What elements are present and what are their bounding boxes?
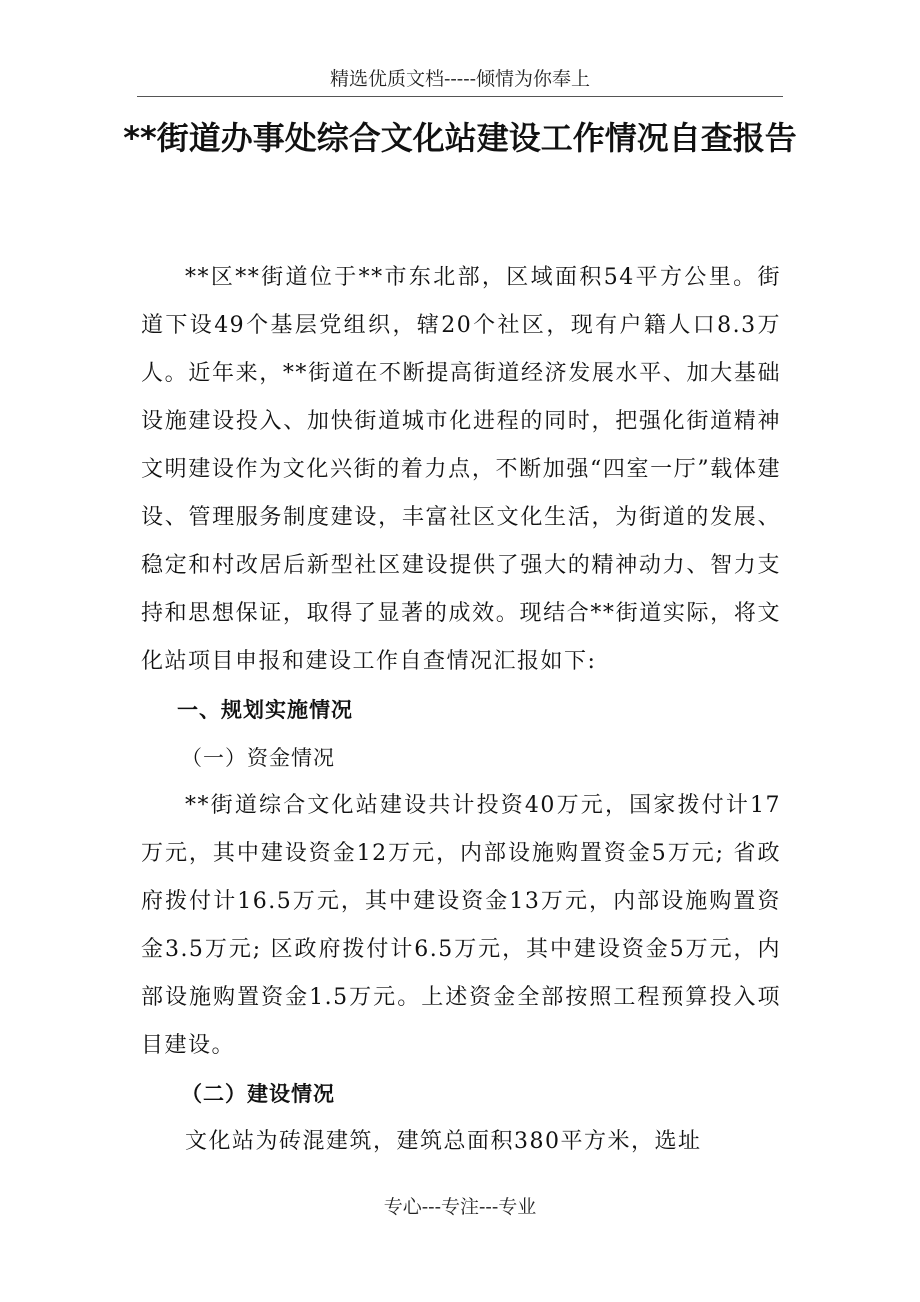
header-divider: [137, 96, 783, 97]
funds-paragraph: **街道综合文化站建设共计投资40万元，国家拨付计17万元，其中建设资金12万元，内部设施购置资金5万元; 省政府拨付计16.5万元，其中建设资金13万元，内部设施购置资金3.5万元; 区政府拨付计6.5万元，其中建设资金5万元，内部设施购置资金1.5万元。上述资金全部按照工程预算投入项目建设。: [141, 793, 781, 1058]
subheading-funds: （一）资金情况: [181, 746, 335, 770]
page-footer: 专心---专注---专业: [383, 1196, 537, 1218]
construction-paragraph: 文化站为砖混建筑，建筑总面积380平方米，选址: [185, 1129, 702, 1154]
subheading-construction: （二）建设情况: [181, 1082, 335, 1106]
document-body: [141, 254, 781, 1166]
page-header: 精选优质文档-----倾情为你奉上: [329, 68, 591, 90]
section-heading-planning: 一、规划实施情况: [177, 698, 353, 722]
document-title: **街道办事处综合文化站建设工作情况自查报告: [123, 119, 797, 157]
intro-paragraph: **区**街道位于**市东北部，区域面积54平方公里。街道下设49个基层党组织，辖20个社区，现有户籍人口8.3万人。近年来，**街道在不断提高街道经济发展水平、加大基础设施建设投入、加快街道城市化进程的同时，把强化街道精神文明建设作为文化兴街的着力点，不断加强“四室一厅”载体建设、管理服务制度建设，丰富社区文化生活，为街道的发展、稳定和村改居后新型社区建设提供了强大的精神动力、智力支持和思想保证，取得了显著的成效。现结合**街道实际，将文化站项目申报和建设工作自查情况汇报如下:: [141, 265, 781, 674]
